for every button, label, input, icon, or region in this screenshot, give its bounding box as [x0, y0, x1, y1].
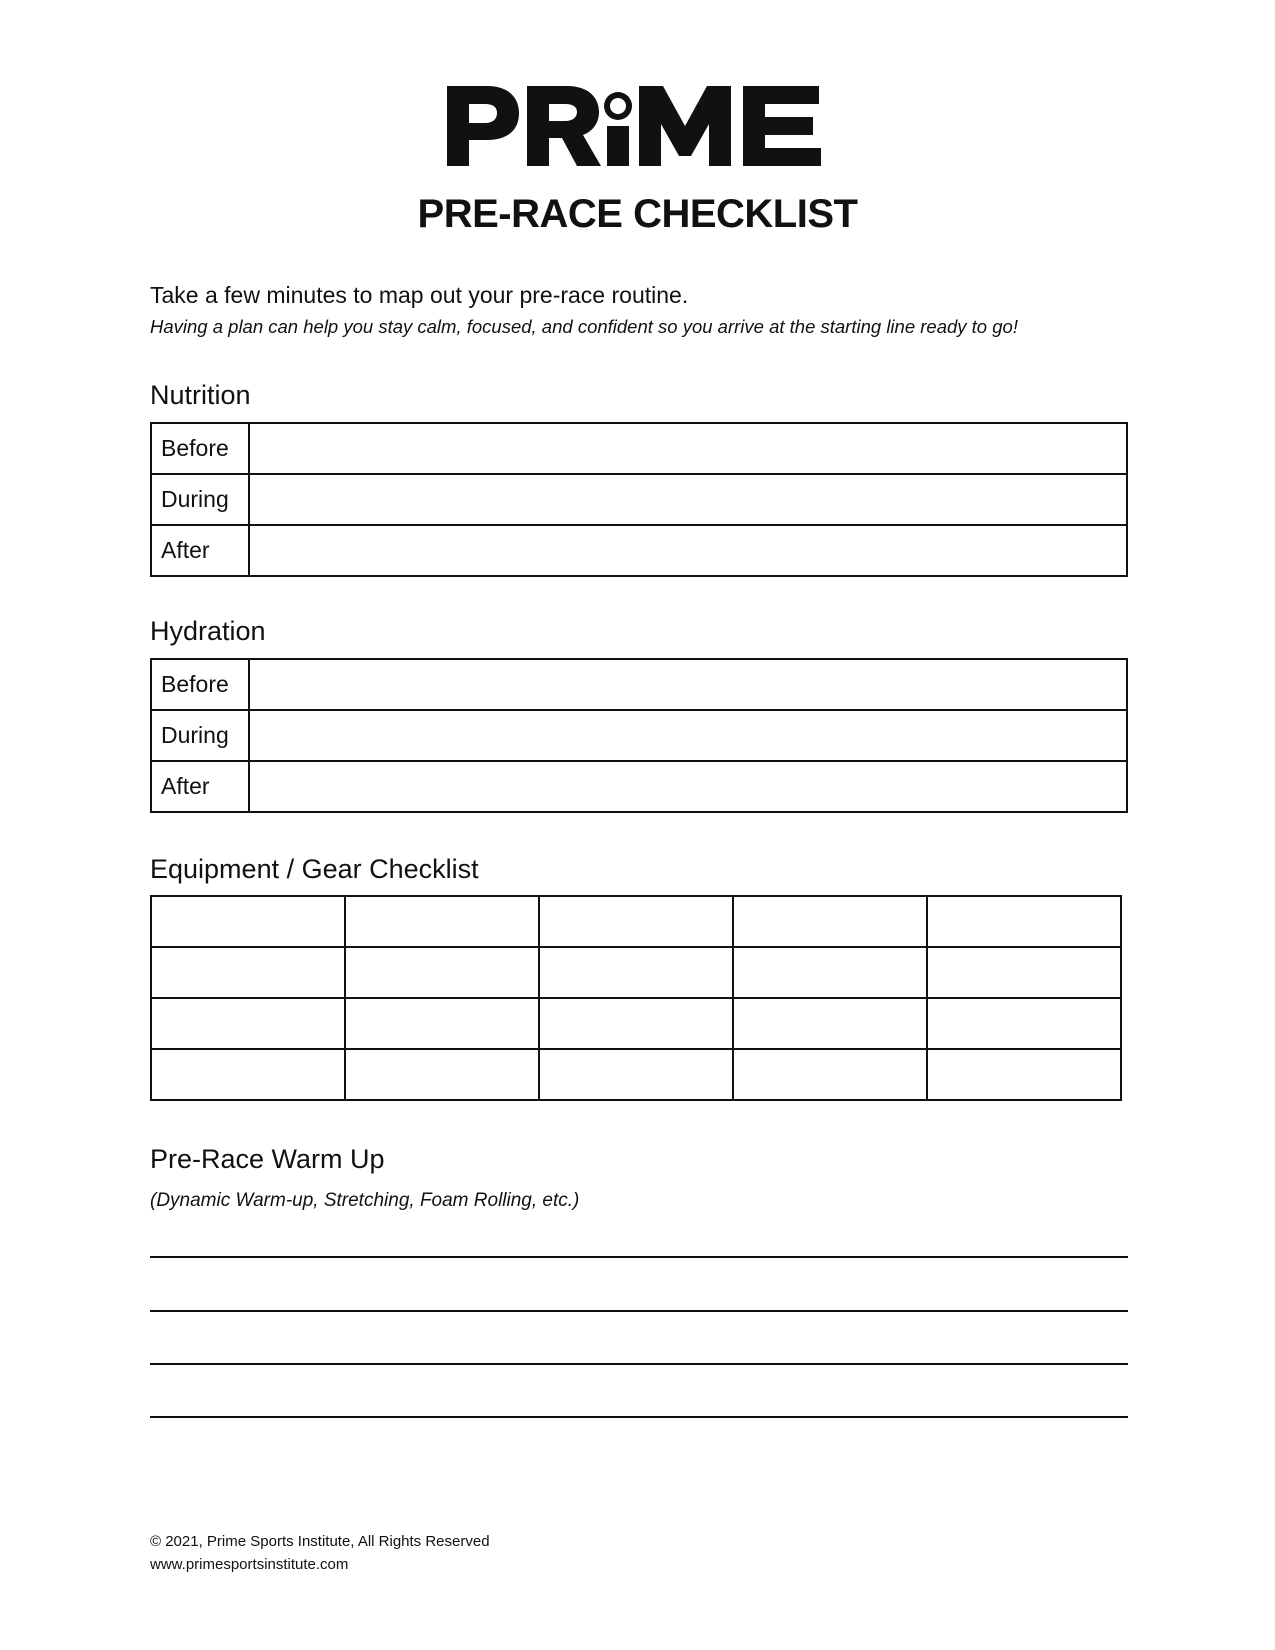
table-row [151, 896, 1121, 947]
gear-cell[interactable] [151, 896, 345, 947]
writing-line[interactable] [150, 1363, 1128, 1365]
gear-cell[interactable] [733, 998, 927, 1049]
table-row [151, 423, 1127, 474]
gear-cell[interactable] [733, 947, 927, 998]
gear-cell[interactable] [151, 998, 345, 1049]
table-row [151, 525, 1127, 576]
equipment-heading: Equipment / Gear Checklist [150, 854, 479, 884]
row-label: After [151, 761, 249, 812]
footer-website[interactable]: www.primesportsinstitute.com [150, 1556, 349, 1573]
table-row [151, 710, 1127, 761]
hydration-before-entry[interactable] [249, 659, 1127, 710]
table-row [151, 659, 1127, 710]
gear-cell[interactable] [345, 896, 539, 947]
gear-cell[interactable] [927, 998, 1121, 1049]
warmup-heading: Pre-Race Warm Up [150, 1144, 385, 1174]
footer-copyright: © 2021, Prime Sports Institute, All Rights Reserved [150, 1533, 490, 1550]
intro-text: Take a few minutes to map out your pre-race routine. [150, 282, 689, 308]
gear-cell[interactable] [539, 896, 733, 947]
nutrition-before-entry[interactable] [249, 423, 1127, 474]
page-title: PRE-RACE CHECKLIST [417, 192, 858, 236]
nutrition-after-entry[interactable] [249, 525, 1127, 576]
gear-cell[interactable] [927, 947, 1121, 998]
gear-cell[interactable] [345, 1049, 539, 1100]
hydration-heading: Hydration [150, 616, 266, 646]
table-row [151, 998, 1121, 1049]
nutrition-heading: Nutrition [150, 380, 251, 410]
gear-cell[interactable] [539, 1049, 733, 1100]
gear-cell[interactable] [733, 1049, 927, 1100]
hydration-during-entry[interactable] [249, 710, 1127, 761]
row-label: After [151, 525, 249, 576]
row-label: Before [151, 423, 249, 474]
equipment-table [150, 895, 1122, 1101]
writing-line[interactable] [150, 1416, 1128, 1418]
writing-line[interactable] [150, 1256, 1128, 1258]
warmup-subheading: (Dynamic Warm-up, Stretching, Foam Rolling, etc.) [150, 1190, 580, 1211]
gear-cell[interactable] [927, 1049, 1121, 1100]
gear-cell[interactable] [539, 947, 733, 998]
hydration-after-entry[interactable] [249, 761, 1127, 812]
row-label: During [151, 474, 249, 525]
table-row [151, 947, 1121, 998]
gear-cell[interactable] [927, 896, 1121, 947]
table-row [151, 474, 1127, 525]
gear-cell[interactable] [151, 947, 345, 998]
gear-cell[interactable] [345, 947, 539, 998]
table-row [151, 761, 1127, 812]
gear-cell[interactable] [539, 998, 733, 1049]
intro-subtext: Having a plan can help you stay calm, focused, and confident so you arrive at the starting line ready to go! [150, 316, 1018, 337]
gear-cell[interactable] [733, 896, 927, 947]
gear-cell[interactable] [345, 998, 539, 1049]
writing-line[interactable] [150, 1310, 1128, 1312]
gear-cell[interactable] [151, 1049, 345, 1100]
row-label: During [151, 710, 249, 761]
hydration-table [150, 658, 1128, 813]
prime-logo [447, 86, 827, 168]
nutrition-table [150, 422, 1128, 577]
row-label: Before [151, 659, 249, 710]
table-row [151, 1049, 1121, 1100]
nutrition-during-entry[interactable] [249, 474, 1127, 525]
